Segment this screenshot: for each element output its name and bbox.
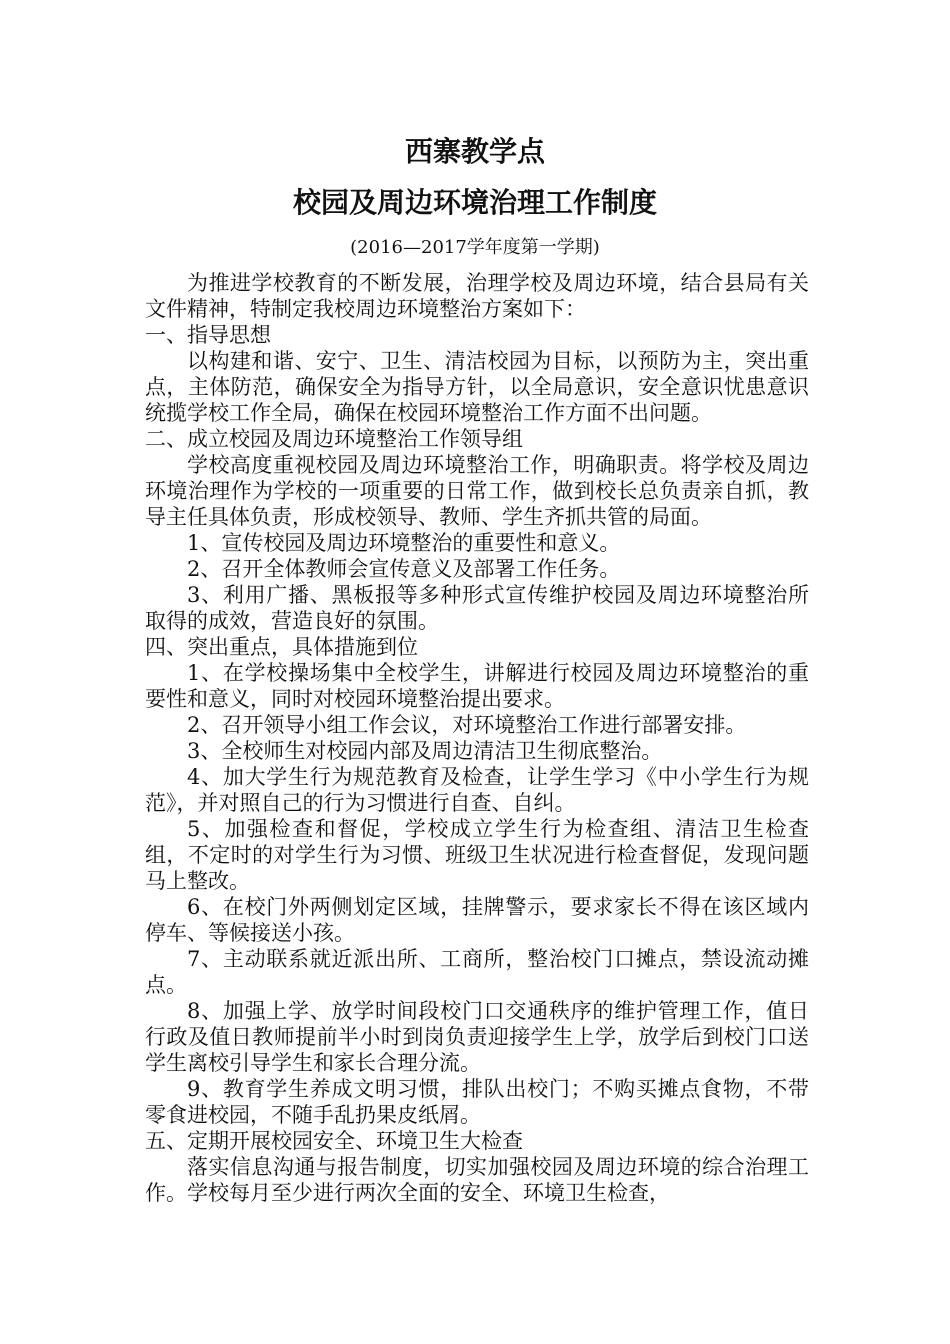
body-paragraph: 2、召开领导小组工作会议，对环境整治工作进行部署安排。 (187, 713, 747, 737)
body-paragraph: 3、利用广播、黑板报等多种形式宣传维护校园及周边环境整治所取得的成效，营造良好的氛围。 (145, 583, 809, 633)
body-paragraph: 1、在学校操场集中全校学生，讲解进行校园及周边环境整治的重要性和意义，同时对校园环境整治提出要求。 (145, 661, 809, 711)
body-paragraph: 4、加大学生行为规范教育及检查，让学生学习《中小学生行为规范》，并对照自己的行为习惯进行自查、自纠。 (145, 765, 809, 815)
document-body (145, 270, 809, 1206)
body-paragraph: 2、召开全体教师会宣传意义及部署工作任务。 (187, 557, 621, 581)
section-heading: 五、定期开展校园安全、环境卫生大检查 (145, 1129, 523, 1153)
body-paragraph: 7、主动联系就近派出所、工商所，整治校门口摊点，禁设流动摊点。 (145, 947, 809, 997)
section-heading: 四、突出重点，具体措施到位 (145, 635, 418, 659)
body-paragraph: 5、加强检查和督促，学校成立学生行为检查组、清洁卫生检查组，不定时的对学生行为习惯、班级卫生状况进行检查督促，发现问题马上整改。 (145, 817, 809, 893)
body-paragraph: 落实信息沟通与报告制度，切实加强校园及周边环境的综合治理工作。学校每月至少进行两次全面的安全、环境卫生检查， (145, 1155, 809, 1205)
document-title: 校园及周边环境治理工作制度 (292, 186, 657, 219)
body-paragraph: 为推进学校教育的不断发展，治理学校及周边环境，结合县局有关文件精神，特制定我校周边环境整治方案如下： (145, 271, 809, 321)
body-paragraph: 1、宣传校园及周边环境整治的重要性和意义。 (187, 531, 621, 555)
body-paragraph: 6、在校门外两侧划定区域，挂牌警示，要求家长不得在该区域内停车、等候接送小孩。 (145, 895, 809, 945)
body-paragraph: 学校高度重视校园及周边环境整治工作，明确职责。将学校及周边环境治理作为学校的一项重要的日常工作，做到校长总负责亲自抓，教导主任具体负责，形成校领导、教师、学生齐抓共管的局面。 (145, 453, 809, 529)
section-heading: 二、成立校园及周边环境整治工作领导组 (145, 427, 523, 451)
section-heading: 一、指导思想 (145, 323, 271, 347)
body-paragraph: 9、教育学生养成文明习惯，排队出校门；不购买摊点食物，不带零食进校园，不随手乱扔果皮纸屑。 (145, 1077, 809, 1127)
school-name-title: 西寨教学点 (404, 135, 545, 168)
body-paragraph: 3、全校师生对校园内部及周边清洁卫生彻底整治。 (187, 739, 663, 763)
body-paragraph: 8、加强上学、放学时间段校门口交通秩序的维护管理工作，值日行政及值日教师提前半小时到岗负责迎接学生上学，放学后到校门口送学生离校引导学生和家长合理分流。 (145, 999, 809, 1075)
body-paragraph: 以构建和谐、安宁、卫生、清洁校园为目标，以预防为主，突出重点，主体防范，确保安全为指导方针，以全局意识，安全意识忧患意识统揽学校工作全局，确保在校园环境整治工作方面不出问题。 (145, 349, 809, 425)
semester-subtitle: (2016—2017学年度第一学期) (350, 237, 600, 258)
